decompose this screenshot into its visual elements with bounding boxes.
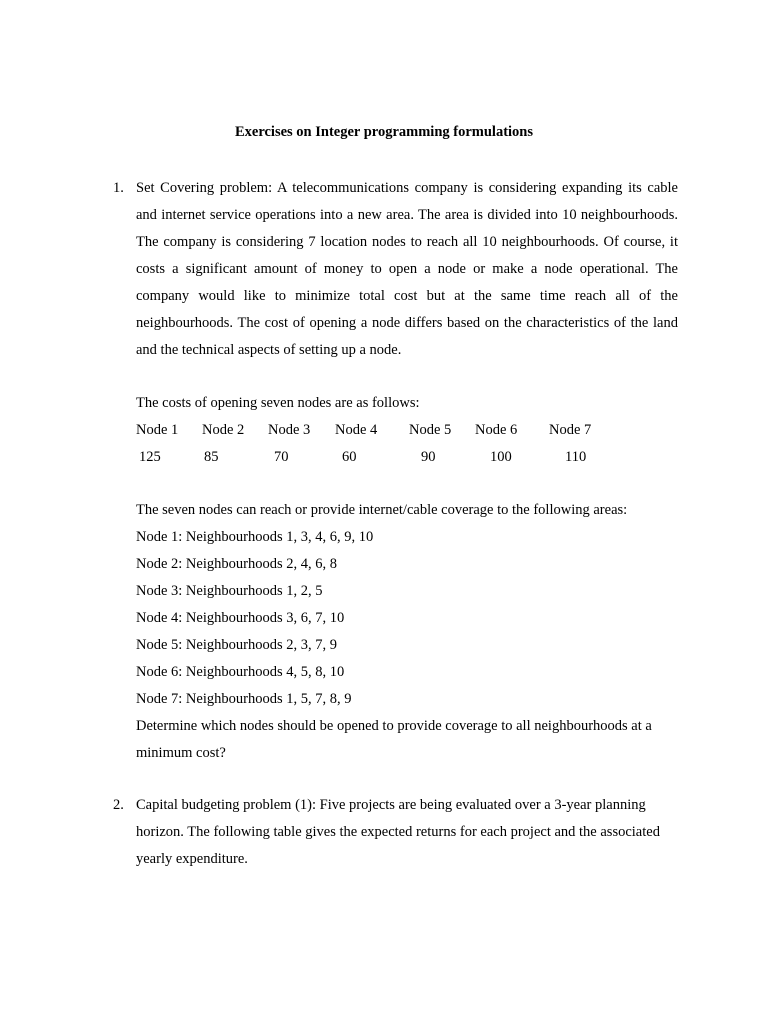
cost-header-node-3: Node 3 — [268, 422, 311, 438]
cost-header-node-4: Node 4 — [335, 422, 378, 438]
coverage-item: Node 3: Neighbourhoods 1, 2, 5 — [136, 583, 323, 599]
cost-value-node-4: 60 — [342, 449, 357, 465]
cost-value-node-5: 90 — [421, 449, 436, 465]
cost-header-node-1: Node 1 — [136, 422, 179, 438]
cost-value-node-7: 110 — [565, 449, 587, 465]
q1-question: Determine which nodes should be opened to provide coverage to all neighbourhoods at a minimum cost? — [136, 718, 652, 761]
coverage-item: Node 2: Neighbourhoods 2, 4, 6, 8 — [136, 556, 337, 572]
coverage-item: Node 7: Neighbourhoods 1, 5, 7, 8, 9 — [136, 691, 352, 707]
q2-number: 2. — [113, 797, 124, 813]
page-title: Exercises on Integer programming formulations — [234, 124, 534, 140]
cost-value-node-3: 70 — [274, 449, 289, 465]
cost-header-node-7: Node 7 — [549, 422, 592, 438]
coverage-item: Node 6: Neighbourhoods 4, 5, 8, 10 — [136, 664, 345, 680]
cost-value-node-6: 100 — [490, 449, 512, 465]
q2-paragraph: Capital budgeting problem (1): Five projects are being evaluated over a 3-year planning horizon. The following table gives the expected returns for each project and the associated yearly expenditure. — [136, 797, 660, 867]
cost-value-node-2: 85 — [204, 449, 219, 465]
coverage-item: Node 4: Neighbourhoods 3, 6, 7, 10 — [136, 610, 345, 626]
q1-coverage-intro: The seven nodes can reach or provide internet/cable coverage to the following areas: — [136, 502, 628, 518]
q1-costs-intro: The costs of opening seven nodes are as follows: — [136, 395, 420, 411]
q1-number: 1. — [113, 180, 124, 196]
coverage-item: Node 1: Neighbourhoods 1, 3, 4, 6, 9, 10 — [136, 529, 374, 545]
q1-paragraph: Set Covering problem: A telecommunications company is considering expanding its cable and internet service operations into a new area. The area is divided into 10 neighbourhoods. The company is considering 7 location nodes to reach all 10 neighbourhoods. Of course, it costs a significant amount of money to open a node or make a node operational. The company would like to minimize total cost but at the same time reach all of the neighbourhoods. The cost of opening a node differs based on the characteristics of the land and the technical aspects of setting up a node. — [136, 180, 678, 358]
cost-header-node-2: Node 2 — [202, 422, 245, 438]
cost-value-node-1: 125 — [139, 449, 161, 465]
cost-header-node-5: Node 5 — [409, 422, 452, 438]
coverage-item: Node 5: Neighbourhoods 2, 3, 7, 9 — [136, 637, 337, 653]
cost-header-node-6: Node 6 — [475, 422, 518, 438]
